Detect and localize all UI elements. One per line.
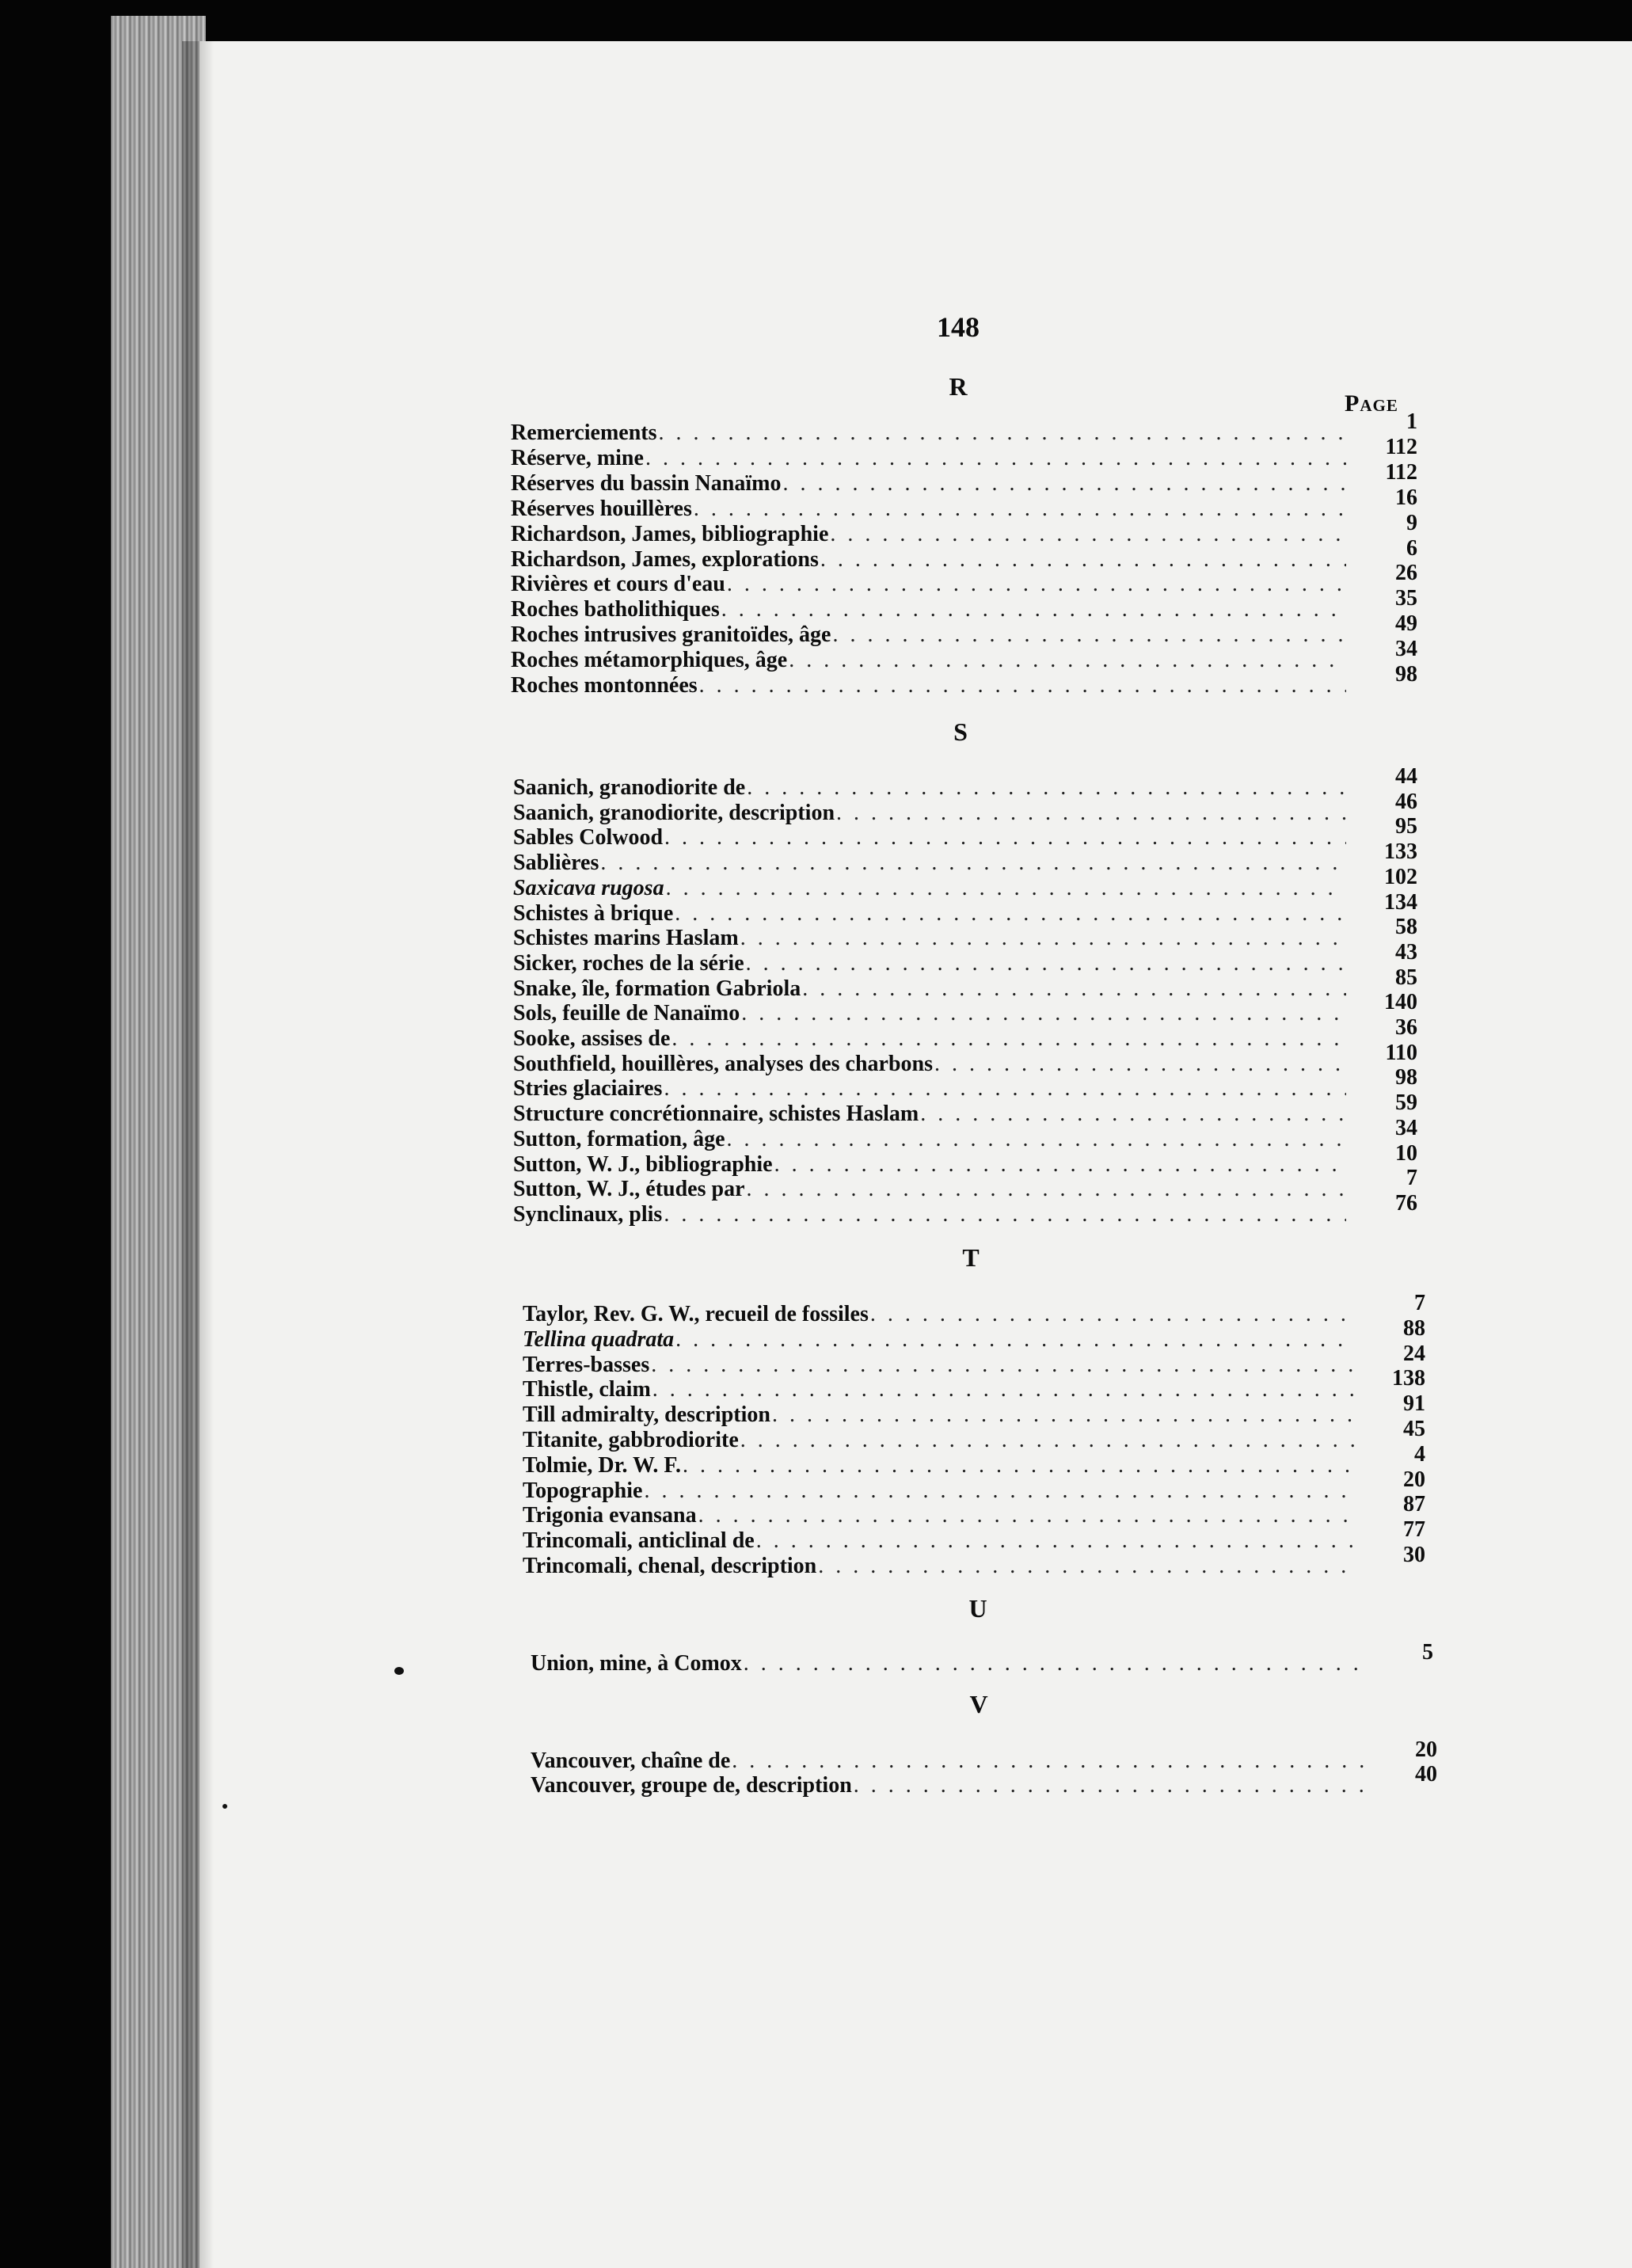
index-entry xyxy=(513,1015,1417,1051)
dot-leader xyxy=(854,1774,1366,1798)
entry-page-number: 87 xyxy=(1403,1492,1425,1517)
index-entry xyxy=(511,611,1417,648)
dot-leader xyxy=(836,801,1346,825)
index-entry xyxy=(513,1166,1417,1202)
dot-leader xyxy=(721,598,1346,622)
index-entry xyxy=(511,510,1417,546)
entry-label: Sutton, formation, âge xyxy=(513,1126,725,1151)
index-entry xyxy=(523,1517,1425,1554)
dot-leader xyxy=(683,1454,1354,1478)
entry-label: Sicker, roches de la série xyxy=(513,950,744,976)
entry-label: Roches batholithiques xyxy=(511,597,720,622)
entry-label: Sooke, assises de xyxy=(513,1026,671,1051)
entry-label: Trincomali, chenal, description xyxy=(523,1554,817,1578)
entry-page-number: 112 xyxy=(1385,434,1417,459)
entry-page-number: 36 xyxy=(1395,1015,1417,1040)
entry-label: Remerciements xyxy=(511,420,657,445)
dot-leader xyxy=(818,1554,1354,1578)
entry-page-number: 59 xyxy=(1395,1090,1417,1116)
index-entry xyxy=(531,1640,1433,1676)
index-entry xyxy=(531,1737,1437,1773)
entry-label: Saanich, granodiorite de xyxy=(513,775,746,800)
dot-leader xyxy=(747,776,1346,800)
entry-label: Réserve, mine xyxy=(511,445,644,470)
index-entry xyxy=(531,1762,1437,1798)
entry-label: Terres-basses xyxy=(523,1352,650,1377)
dot-leader xyxy=(782,472,1346,496)
index-entry xyxy=(513,915,1417,951)
index-entry xyxy=(511,459,1417,496)
entry-label: Titanite, gabbrodiorite xyxy=(523,1428,739,1452)
entry-label: Rivières et cours d'eau xyxy=(511,572,725,597)
entry-page-number: 98 xyxy=(1395,662,1417,687)
index-entry xyxy=(523,1315,1425,1352)
dot-leader xyxy=(600,851,1346,875)
index-entry xyxy=(513,1140,1417,1177)
dot-leader xyxy=(830,523,1346,546)
index-entry xyxy=(523,1291,1425,1326)
index-entry xyxy=(523,1341,1425,1377)
dot-leader xyxy=(774,1153,1346,1177)
section-letter: S xyxy=(953,717,968,746)
dot-leader xyxy=(789,649,1346,672)
entry-label: Roches intrusives granitoïdes, âge xyxy=(511,622,831,648)
entry-label: Topographie xyxy=(523,1478,643,1503)
dot-leader xyxy=(694,497,1346,521)
entry-page-number: 10 xyxy=(1395,1140,1417,1166)
entry-label: Union, mine, à Comox xyxy=(531,1651,742,1676)
entry-label: Sols, feuille de Nanaïmo xyxy=(513,1001,740,1026)
dot-leader xyxy=(920,1102,1346,1126)
section-letter: V xyxy=(969,1690,988,1718)
index-entry xyxy=(513,1065,1417,1102)
index-entry xyxy=(513,990,1417,1026)
section-letter: U xyxy=(968,1594,987,1623)
entry-page-number: 5 xyxy=(1422,1640,1433,1665)
index-entry xyxy=(513,939,1417,976)
dot-leader xyxy=(740,1429,1354,1452)
index-entry xyxy=(523,1391,1425,1428)
entry-page-number: 1 xyxy=(1406,409,1417,434)
dot-leader xyxy=(732,1749,1366,1773)
entry-page-number: 88 xyxy=(1403,1315,1425,1341)
dot-leader xyxy=(645,447,1346,470)
entry-page-number: 7 xyxy=(1406,1166,1417,1191)
index-entry xyxy=(523,1441,1425,1478)
entry-page-number: 16 xyxy=(1395,485,1417,510)
entry-page-number: 35 xyxy=(1395,586,1417,611)
index-entry xyxy=(513,965,1417,1001)
entry-page-number: 7 xyxy=(1414,1291,1425,1315)
entry-label: Till admiralty, description xyxy=(523,1402,770,1428)
entry-page-number: 40 xyxy=(1415,1762,1437,1787)
entry-label: Structure concrétionnaire, schistes Haslam xyxy=(513,1102,919,1127)
dot-leader xyxy=(744,1652,1362,1676)
entry-label: Roches métamorphiques, âge xyxy=(511,648,788,673)
entry-label: Réserves houillères xyxy=(511,496,692,521)
entry-label: Sablières xyxy=(513,850,599,876)
entry-page-number: 24 xyxy=(1403,1341,1425,1366)
entry-page-number: 85 xyxy=(1395,965,1417,990)
index-entry xyxy=(511,409,1417,445)
entry-label: Trincomali, anticlinal de xyxy=(523,1528,755,1554)
dot-leader xyxy=(802,977,1346,1001)
entry-page-number: 4 xyxy=(1414,1441,1425,1467)
index-entry xyxy=(511,637,1417,673)
entry-page-number: 34 xyxy=(1395,1115,1417,1140)
index-entry xyxy=(523,1467,1425,1503)
dot-leader xyxy=(746,952,1346,976)
dot-leader xyxy=(664,1077,1346,1101)
index-entry xyxy=(513,789,1417,825)
dot-leader xyxy=(741,1002,1346,1026)
dot-leader xyxy=(747,1178,1346,1201)
dot-leader xyxy=(740,927,1346,950)
section-letter: T xyxy=(962,1243,980,1272)
page-number: 148 xyxy=(937,311,980,343)
entry-page-number: 98 xyxy=(1395,1065,1417,1090)
index-entry xyxy=(513,814,1417,850)
index-entry xyxy=(523,1492,1425,1528)
dot-leader xyxy=(664,1203,1346,1227)
page-column-label: Page xyxy=(1345,390,1398,417)
entry-label: Réserves du bassin Nanaïmo xyxy=(511,470,782,496)
index-entry xyxy=(511,535,1417,572)
entry-page-number: 138 xyxy=(1392,1366,1425,1391)
entry-label: Richardson, James, explorations xyxy=(511,546,819,572)
index-entry xyxy=(511,561,1417,597)
index-entry xyxy=(513,1090,1417,1127)
entry-page-number: 76 xyxy=(1395,1190,1417,1216)
entry-page-number: 134 xyxy=(1384,889,1417,915)
entry-label: Taylor, Rev. G. W., recueil de fossiles xyxy=(523,1302,869,1326)
entry-label: Sutton, W. J., bibliographie xyxy=(513,1151,773,1177)
index-entry xyxy=(513,1115,1417,1151)
dot-leader xyxy=(651,1353,1354,1377)
entry-page-number: 20 xyxy=(1403,1467,1425,1492)
entry-page-number: 34 xyxy=(1395,637,1417,662)
index-entry xyxy=(513,764,1417,800)
dot-leader xyxy=(671,1027,1346,1051)
dot-leader xyxy=(727,573,1346,596)
entry-label: Tellina quadrata xyxy=(523,1326,675,1352)
index-entry xyxy=(513,839,1417,876)
entry-page-number: 95 xyxy=(1395,814,1417,839)
entry-label: Roches montonnées xyxy=(511,673,698,698)
entry-page-number: 91 xyxy=(1403,1391,1425,1417)
dot-leader xyxy=(652,1378,1354,1402)
entry-label: Vancouver, chaîne de xyxy=(531,1749,731,1773)
entry-page-number: 77 xyxy=(1403,1517,1425,1543)
entry-label: Tolmie, Dr. W. F. xyxy=(523,1452,681,1478)
entry-label: Saanich, granodiorite, description xyxy=(513,800,835,825)
index-entry xyxy=(523,1417,1425,1452)
dot-leader xyxy=(659,421,1346,445)
dot-leader xyxy=(772,1403,1354,1427)
entry-page-number: 112 xyxy=(1385,459,1417,485)
entry-page-number: 9 xyxy=(1406,510,1417,535)
entry-label: Sables Colwood xyxy=(513,825,664,850)
entry-label: Snake, île, formation Gabriola xyxy=(513,976,801,1001)
dot-leader xyxy=(675,902,1346,926)
dot-leader xyxy=(644,1479,1354,1503)
dot-leader xyxy=(675,1328,1354,1352)
entry-label: Saxicava rugosa xyxy=(513,875,664,900)
dot-leader xyxy=(820,548,1346,572)
index-entry xyxy=(511,586,1417,622)
entry-page-number: 44 xyxy=(1395,764,1417,789)
entry-page-number: 58 xyxy=(1395,915,1417,940)
index-entry xyxy=(513,1190,1417,1227)
dot-leader xyxy=(699,674,1346,698)
entry-label: Richardson, James, bibliographie xyxy=(511,521,829,546)
dot-leader xyxy=(934,1052,1346,1076)
entry-label: Thistle, claim xyxy=(523,1377,651,1402)
index-entry xyxy=(513,864,1417,900)
entry-page-number: 30 xyxy=(1403,1543,1425,1567)
entry-label: Sutton, W. J., études par xyxy=(513,1177,745,1202)
entry-label: Schistes marins Haslam xyxy=(513,926,739,951)
entry-page-number: 45 xyxy=(1403,1417,1425,1441)
dot-leader xyxy=(664,826,1346,850)
dot-leader xyxy=(666,877,1346,900)
entry-page-number: 20 xyxy=(1415,1737,1437,1762)
entry-label: Stries glaciaires xyxy=(513,1076,663,1102)
index-entry xyxy=(511,485,1417,521)
entry-page-number: 102 xyxy=(1384,864,1417,889)
dot-leader xyxy=(698,1504,1354,1528)
entry-page-number: 43 xyxy=(1395,939,1417,965)
entry-page-number: 6 xyxy=(1406,535,1417,561)
entry-label: Southfield, houillères, analyses des charbons xyxy=(513,1051,934,1076)
section-letter: R xyxy=(949,372,968,401)
entry-page-number: 140 xyxy=(1384,990,1417,1015)
index-entry xyxy=(511,434,1417,470)
dot-leader xyxy=(727,1128,1346,1151)
entry-page-number: 133 xyxy=(1384,839,1417,865)
entry-page-number: 49 xyxy=(1395,611,1417,637)
index-entry xyxy=(523,1366,1425,1402)
entry-label: Vancouver, groupe de, description xyxy=(531,1773,852,1798)
entry-label: Trigonia evansana xyxy=(523,1503,697,1528)
entry-page-number: 26 xyxy=(1395,561,1417,586)
index-entry xyxy=(513,889,1417,926)
entry-label: Synclinaux, plis xyxy=(513,1201,663,1227)
entry-page-number: 110 xyxy=(1385,1040,1417,1065)
dot-leader xyxy=(870,1303,1354,1326)
dot-leader xyxy=(756,1529,1354,1553)
entry-label: Schistes à brique xyxy=(513,900,674,926)
index-entry xyxy=(511,662,1417,698)
dot-leader xyxy=(832,623,1346,647)
index-entry xyxy=(523,1543,1425,1578)
index-entry xyxy=(513,1040,1417,1076)
entry-page-number: 46 xyxy=(1395,789,1417,814)
